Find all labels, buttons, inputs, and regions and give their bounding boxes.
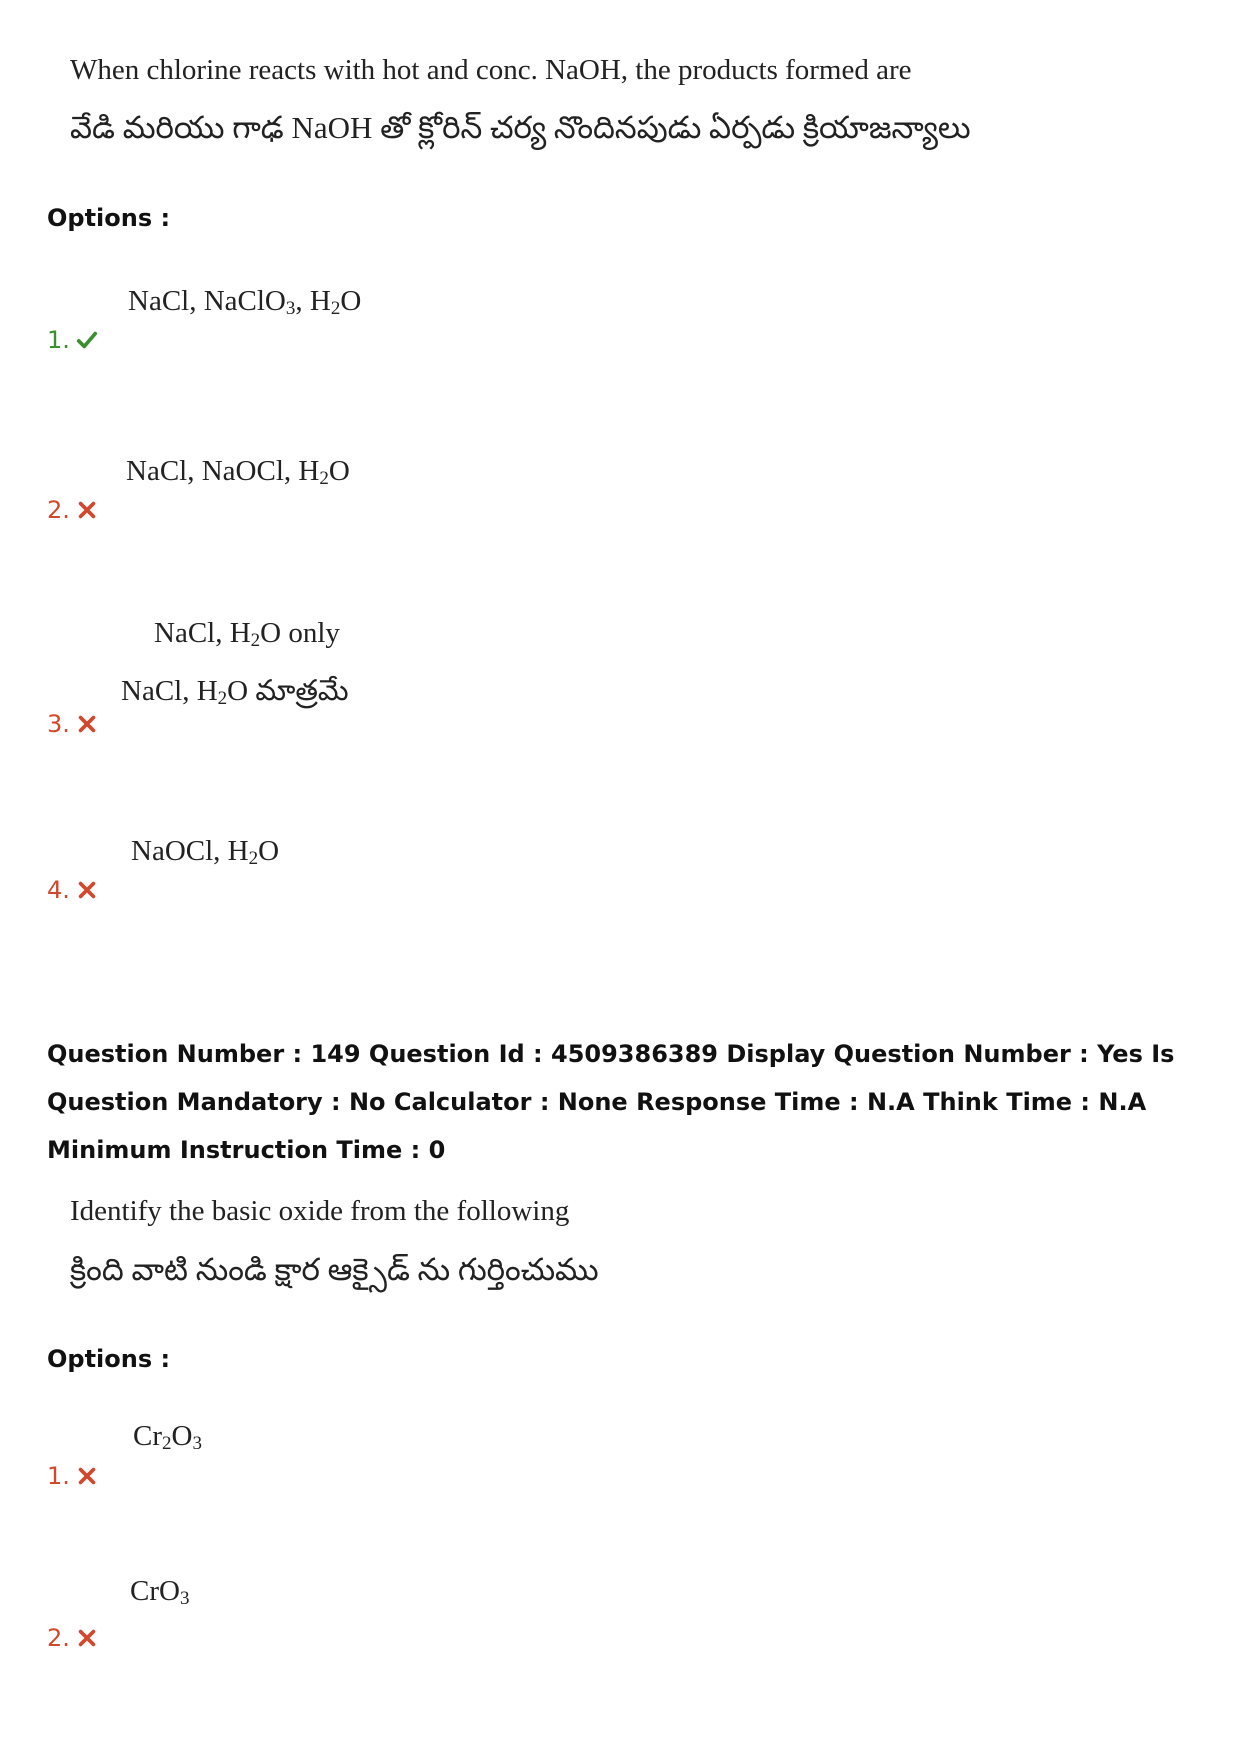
option-number-label: 2. — [47, 496, 70, 524]
check-icon — [76, 329, 98, 351]
option-number-label: 1. — [47, 1462, 70, 1490]
option-3-text-te: NaCl, $H_2O$ మాత్రమే — [121, 675, 349, 709]
question-text-te: క్రింది వాటి నుండి క్షార ఆక్సైడ్ ను గుర్తించుము — [70, 1252, 599, 1287]
option-4-text: NaOCl, $H_2O$ — [131, 835, 280, 869]
option-1-text: $Cr_2O_3$ — [133, 1420, 202, 1454]
cross-icon — [76, 1627, 98, 1649]
question-meta: Question Number : 149 Question Id : 4509386389 Display Question Number : Yes Is Question Mandatory : No Calculator : None Response Time : N.A Think Time : N.A Minimum Instruction Time : 0 — [47, 1040, 1175, 1164]
option-number-label: 2. — [47, 1624, 70, 1652]
option-2-text: CrO$_3$ — [130, 1575, 190, 1609]
cross-icon — [76, 879, 98, 901]
option-3-number — [47, 710, 98, 738]
option-number-label: 4. — [47, 876, 70, 904]
option-number-label: 1. — [47, 326, 70, 354]
question-text-te: వేడి మరియు గాఢ NaOH తో క్లోరిన్ చర్య నొందినపుడు ఏర్పడు క్రియాజన్యాలు — [70, 110, 971, 145]
question-text-en: Identify the basic oxide from the following — [70, 1195, 570, 1227]
options-label: Options : — [47, 204, 171, 232]
option-2-number — [47, 496, 98, 524]
question-text-en: When chlorine reacts with hot and conc. NaOH, the products formed are — [70, 54, 912, 86]
option-4-number — [47, 876, 98, 904]
cross-icon — [76, 499, 98, 521]
option-1-text: NaCl, NaClO$_3$, $H_2O$ — [128, 285, 362, 319]
option-2-number — [47, 1624, 98, 1652]
cross-icon — [76, 713, 98, 735]
option-3-text: NaCl, $H_2O$ only — [154, 617, 340, 651]
option-2-text: NaCl, NaOCl, $H_2O$ — [126, 455, 350, 489]
option-1-number — [47, 1462, 98, 1490]
options-label: Options : — [47, 1345, 171, 1373]
option-number-label: 3. — [47, 710, 70, 738]
cross-icon — [76, 1465, 98, 1487]
option-1-number — [47, 326, 98, 354]
